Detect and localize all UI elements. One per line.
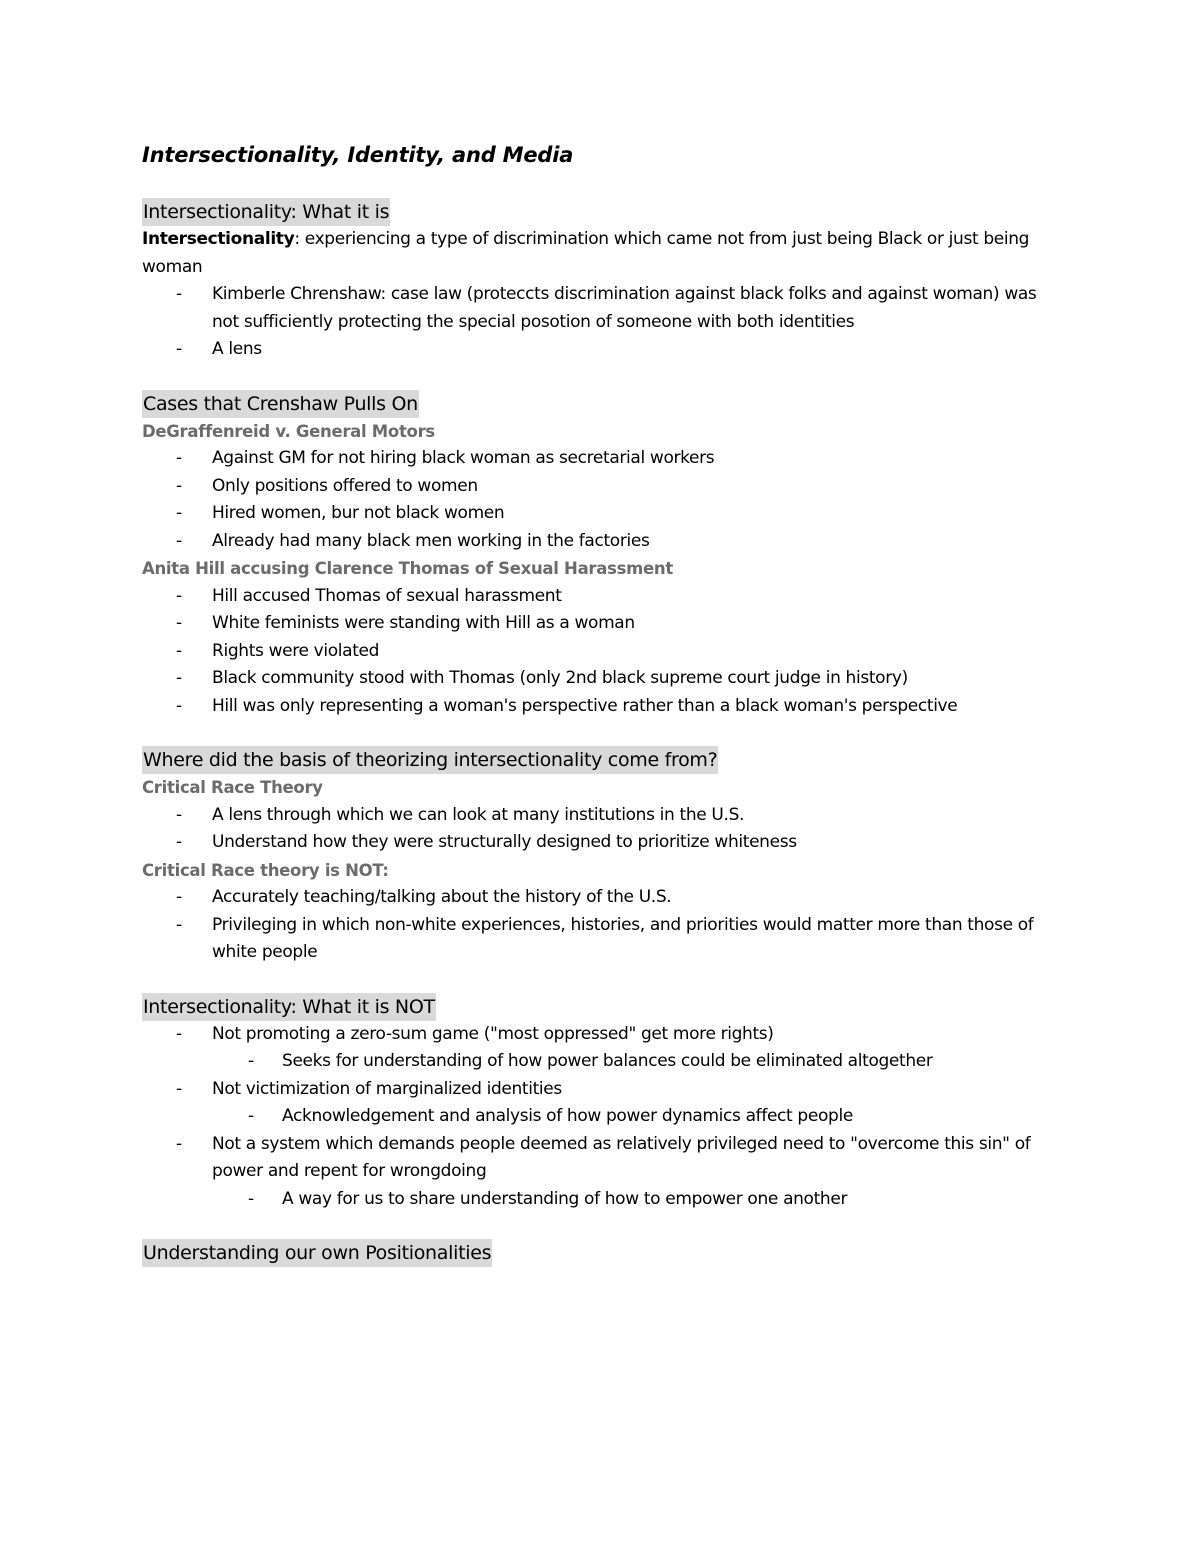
section-heading: Intersectionality: What it is NOT: [142, 993, 436, 1021]
list-item: - Against GM for not hiring black woman as secretarial workers: [142, 445, 1062, 473]
list-item: - Already had many black men working in the factories: [142, 528, 1062, 556]
nested-list-item: - A way for us to share understanding of how to empower one another: [142, 1186, 1062, 1214]
list-item: - Not victimization of marginalized identities: [142, 1076, 1062, 1104]
bullet-list: [142, 884, 1062, 967]
list-item: - Understand how they were structurally designed to prioritize whiteness: [142, 829, 1062, 857]
section-heading: Cases that Crenshaw Pulls On: [142, 390, 419, 418]
list-item: - Not a system which demands people deemed as relatively privileged need to "overcome this sin" of power and repent for wrongdoing: [142, 1131, 1062, 1186]
list-item: - Kimberle Chrenshaw: case law (proteccts discrimination against black folks and against woman) was not sufficiently protecting the special posotion of someone with both identities: [142, 281, 1062, 336]
list-item: - Hill was only representing a woman's perspective rather than a black woman's perspective: [142, 693, 1062, 721]
list-item: - White feminists were standing with Hill as a woman: [142, 610, 1062, 638]
list-item: - Only positions offered to women: [142, 473, 1062, 501]
list-item: - Rights were violated: [142, 638, 1062, 666]
list-item: - Black community stood with Thomas (only 2nd black supreme court judge in history): [142, 665, 1062, 693]
case-title: Anita Hill accusing Clarence Thomas of Sexual Harassment: [142, 559, 673, 578]
nested-bullet-list: [142, 1186, 1062, 1214]
section-positionalities: [142, 1239, 1062, 1267]
subsection-title: Critical Race Theory: [142, 778, 323, 797]
definition-term: Intersectionality: [142, 229, 295, 249]
section-heading: Understanding our own Positionalities: [142, 1239, 492, 1267]
bullet-list: [142, 1076, 1062, 1104]
list-item: - Privileging in which non-white experiences, histories, and priorities would matter more than those of white people: [142, 912, 1062, 967]
bullet-list: [142, 583, 1062, 721]
section-what-it-is: [142, 198, 1062, 364]
section-cases: [142, 390, 1062, 721]
list-item: - A lens through which we can look at many institutions in the U.S.: [142, 802, 1062, 830]
bullet-list: [142, 1131, 1062, 1186]
bullet-list: [142, 281, 1062, 364]
case-title: DeGraffenreid v. General Motors: [142, 421, 435, 441]
bullet-list: [142, 802, 1062, 857]
nested-bullet-list: [142, 1103, 1062, 1131]
section-heading: Where did the basis of theorizing intersectionality come from?: [142, 746, 718, 774]
bullet-list: [142, 445, 1062, 555]
document-body: [142, 138, 1062, 1267]
list-item: - Not promoting a zero-sum game ("most oppressed" get more rights): [142, 1021, 1062, 1049]
definition-text: : experiencing a type of discrimination which came not from just being Black or just being woman: [142, 229, 1030, 277]
subsection-title: Critical Race theory is NOT:: [142, 860, 389, 880]
nested-bullet-list: [142, 1048, 1062, 1076]
nested-list-item: - Seeks for understanding of how power balances could be eliminated altogether: [142, 1048, 1062, 1076]
section-heading: Intersectionality: What it is: [142, 198, 390, 226]
definition-paragraph: [142, 226, 1062, 281]
list-item: - Hill accused Thomas of sexual harassment: [142, 583, 1062, 611]
list-item: - Hired women, bur not black women: [142, 500, 1062, 528]
section-basis: [142, 746, 1062, 967]
document-title: Intersectionality, Identity, and Media: [142, 143, 574, 167]
list-item: - A lens: [142, 336, 1062, 364]
nested-list-item: - Acknowledgement and analysis of how power dynamics affect people: [142, 1103, 1062, 1131]
bullet-list: [142, 1021, 1062, 1049]
section-what-it-is-not: [142, 993, 1062, 1214]
list-item: - Accurately teaching/talking about the history of the U.S.: [142, 884, 1062, 912]
